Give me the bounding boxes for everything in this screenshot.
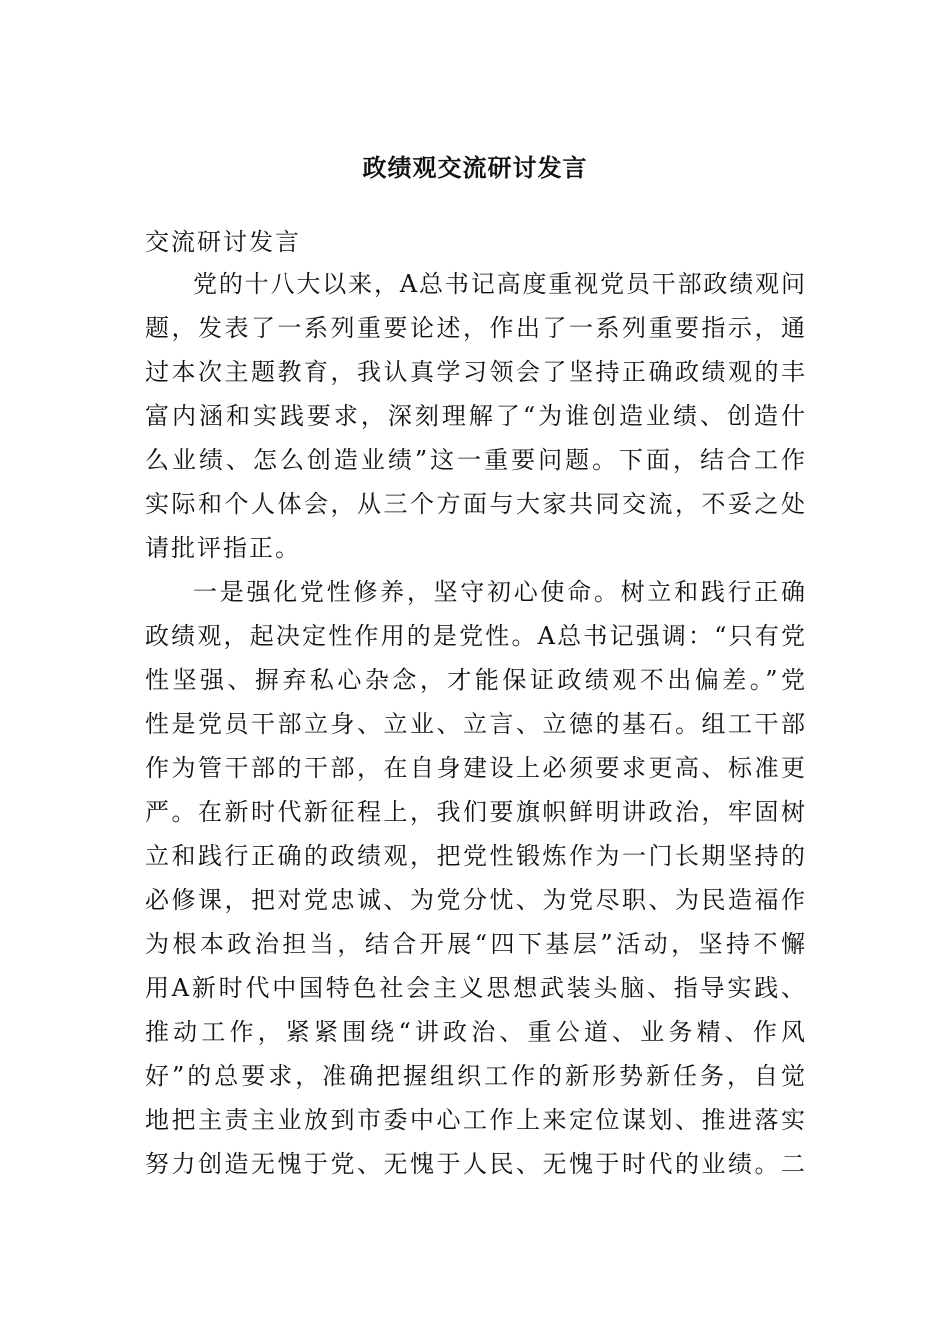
- document-title: 政绩观交流研讨发言: [362, 153, 588, 182]
- text-line: 题，发表了一系列重要论述，作出了一系列重要指示，通: [145, 314, 805, 342]
- document-subtitle: 交流研讨发言: [145, 228, 301, 256]
- text-line: 作为管干部的干部，在自身建设上必须要求更高、标准更: [145, 754, 805, 782]
- text-line: 实际和个人体会，从三个方面与大家共同交流，不妥之处: [145, 490, 805, 518]
- text-line: 富内涵和实践要求，深刻理解了“为谁创造业绩、创造什: [145, 402, 805, 430]
- text-line: 性坚强、摒弃私心杂念，才能保证政绩观不出偏差。”党: [145, 666, 805, 694]
- text-line: 立和践行正确的政绩观，把党性锻炼作为一门长期坚持的: [145, 842, 805, 870]
- text-line: 用A新时代中国特色社会主义思想武装头脑、指导实践、: [145, 974, 805, 1002]
- text-line: 过本次主题教育，我认真学习领会了坚持正确政绩观的丰: [145, 358, 805, 386]
- text-line: 党的十八大以来，A总书记高度重视党员干部政绩观问: [193, 270, 805, 298]
- text-line: 好”的总要求，准确把握组织工作的新形势新任务，自觉: [145, 1062, 805, 1090]
- text-line: 必修课，把对党忠诚、为党分忧、为党尽职、为民造福作: [145, 886, 805, 914]
- text-line: 严。在新时代新征程上，我们要旗帜鲜明讲政治，牢固树: [145, 798, 805, 826]
- text-line: 推动工作，紧紧围绕“讲政治、重公道、业务精、作风: [145, 1018, 805, 1046]
- text-line: 努力创造无愧于党、无愧于人民、无愧于时代的业绩。二: [145, 1150, 805, 1178]
- text-line: 政绩观，起决定性作用的是党性。A总书记强调：“只有党: [145, 622, 805, 650]
- text-line: 么业绩、怎么创造业绩”这一重要问题。下面，结合工作: [145, 446, 805, 474]
- text-line: 地把主责主业放到市委中心工作上来定位谋划、推进落实: [145, 1106, 805, 1134]
- text-line: 一是强化党性修养，坚守初心使命。树立和践行正确: [193, 578, 805, 606]
- text-line: 为根本政治担当，结合开展“四下基层”活动，坚持不懈: [145, 930, 805, 958]
- text-line: 性是党员干部立身、立业、立言、立德的基石。组工干部: [145, 710, 805, 738]
- text-line: 请批评指正。: [145, 534, 301, 562]
